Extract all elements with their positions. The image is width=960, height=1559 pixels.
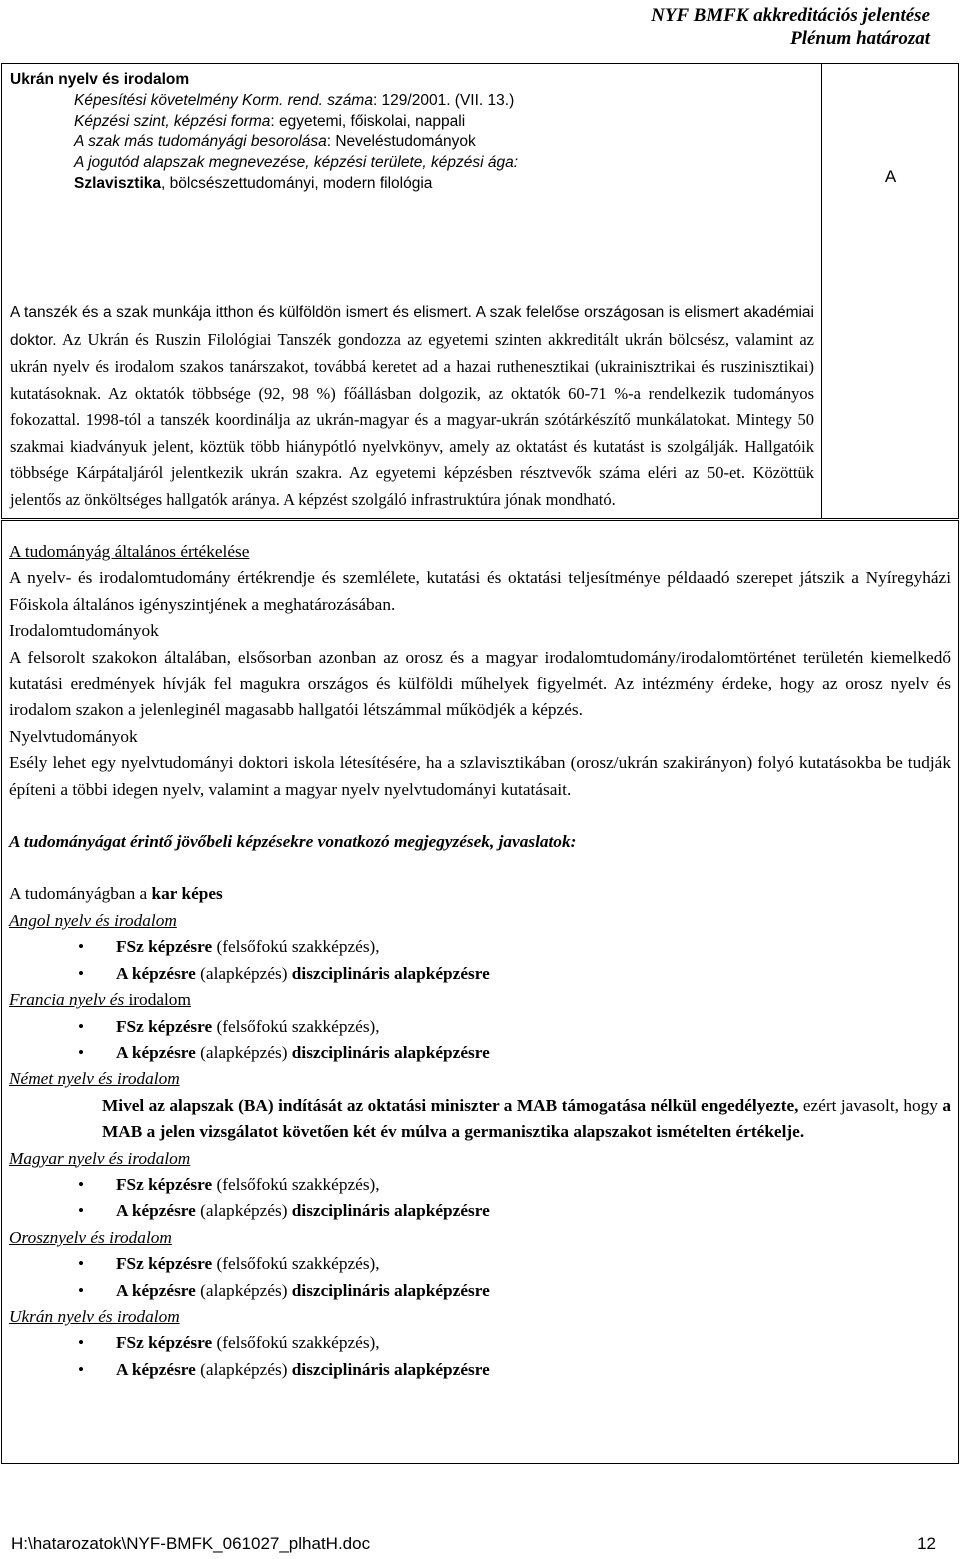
list-item: • FSz képzésre (felsőfokú szakképzés), — [78, 1016, 380, 1036]
program-name-magyar: Magyar nyelv és irodalom — [9, 1148, 191, 1168]
successor-value: Szlavisztika, bölcsészettudományi, modern filológia — [74, 174, 433, 192]
program-name-francia: Francia nyelv és irodalom — [9, 990, 191, 1010]
future-intro: A tudományágban a kar képes — [9, 884, 223, 904]
list-item: • FSz képzésre (felsőfokú szakképzés), — [78, 937, 380, 957]
classification-line: A szak más tudományági besorolása: Neveléstudományok — [74, 133, 476, 151]
ling-text: Esély lehet egy nyelvtudományi doktori iskola létesítésére, ha a szlavisztikában (orosz/ukrán szakirányon) folyó kutatásokba be tudják építeni a többi idegen nyelv, valamint a magyar nyelv nyelvtudományi kutatásait. — [9, 753, 951, 799]
evaluation-table — [1, 520, 959, 1464]
future-heading: A tudományágat érintő jövőbeli képzésekre vonatkozó megjegyzések, javaslatok: — [9, 832, 577, 852]
level-line: Képzési szint, képzési forma: egyetemi, főiskolai, nappali — [74, 112, 466, 130]
page-number: 12 — [917, 1534, 936, 1553]
program-summary: A tanszék és a szak munkája itthon és külföldön ismert és elismert. A szak felelőse országosan is elismert akadémiai doktor. Az Ukrán és Ruszin Filológiai Tanszék gondozza az egyetemi szinten akkreditált ukrán bölcsész, valamint az ukrán nyelv és irodalom szakos tanárszakot, továbbá keretet ad a hazai ruthenesztikai (ukrainisztrikai és ruszinisztikai) kutatásoknak. Az oktatók többsége (92, 98 %) főállásban dolgozik, az oktatók 60-71 %-a rendelkezik tudományos fokozattal. 1998-tól a tanszék koordinálja az ukrán-magyar és a magyar-ukrán szótárkészítő munkálatokat. Mintegy 50 szakmai kiadványuk jelent, köztük több hiánypótló nyelvkönyv, amely az oktatást és kutatást is szolgálják. Hallgatóik többsége Kárpátaljáról jelentkezik ukrán szakra. Az egyetemi képzésben résztvevők száma eléri az 50-et. Közöttük jelentős az önköltséges hallgatók aránya. A képzést szolgáló infrastruktúra jónak mondható. — [10, 304, 814, 509]
ling-heading: Nyelvtudományok — [9, 726, 138, 746]
evaluation-intro: A nyelv- és irodalomtudomány értékrendje és szemlélete, kutatási és oktatási teljesítménye példaadó szerepet játszik a Nyíregyházi Főiskola általános igényszintjének a meghatározásában. — [9, 568, 951, 614]
program-name-nemet: Német nyelv és irodalom — [9, 1069, 180, 1089]
list-item: • FSz képzésre (felsőfokú szakképzés), — [78, 1333, 380, 1353]
list-item: • FSz képzésre (felsőfokú szakképzés), — [78, 1254, 380, 1274]
list-item: • A képzésre (alapképzés) diszciplináris alapképzésre — [78, 1042, 490, 1062]
list-item: • FSz képzésre (felsőfokú szakképzés), — [78, 1174, 380, 1194]
header-subtitle: Plénum határozat — [790, 28, 930, 49]
program-name-angol: Angol nyelv és irodalom — [9, 910, 177, 930]
list-item: • A képzésre (alapképzés) diszciplináris alapképzésre — [78, 1280, 490, 1300]
header-title: NYF BMFK akkreditációs jelentése — [651, 5, 930, 26]
document-header — [651, 4, 930, 50]
german-note: Mivel az alapszak (BA) indítását az oktatási miniszter a MAB támogatása nélkül engedélyezte, ezért javasolt, hogy a MAB a jelen vizsgálatot követően két év múlva a germanisztika alapszakot ismételten értékelje. — [102, 1095, 951, 1142]
program-title: Ukrán nyelv és irodalom — [10, 71, 190, 88]
lit-text: A felsorolt szakokon általában, elsősorban azonban az orosz és a magyar irodalomtudomány/irodalomtörténet területén kiemelkedő kutatási eredmények hívják fel magukra országos és külföldi műhelyek figyelmét. Az intézmény érdeke, hogy az orosz nyelv és irodalom szakon a jelenleginél magasabb hallgatói létszámmal működjék a képzés. — [9, 647, 951, 720]
decree-line: Képesítési követelmény Korm. rend. száma: 129/2001. (VII. 13.) — [74, 91, 515, 109]
successor-line: A jogutód alapszak megnevezése, képzési területe, képzési ága: — [74, 154, 519, 172]
program-name-ukran: Ukrán nyelv és irodalom — [9, 1306, 180, 1326]
program-name-orosz: Orosznyelv és irodalom — [9, 1227, 172, 1247]
file-path: H:\hatarozatok\NYF-BMFK_061027_plhatH.doc — [11, 1534, 371, 1553]
list-item: • A képzésre (alapképzés) diszciplináris alapképzésre — [78, 1201, 490, 1221]
program-info — [10, 70, 810, 195]
program-table — [1, 63, 959, 519]
document-footer — [11, 1534, 936, 1554]
rating-cell: A — [884, 166, 897, 186]
lit-heading: Irodalomtudományok — [9, 621, 159, 641]
list-item: • A képzésre (alapképzés) diszciplináris alapképzésre — [78, 1359, 490, 1379]
list-item: • A képzésre (alapképzés) diszciplináris alapképzésre — [78, 963, 490, 983]
evaluation-heading: A tudományág általános értékelése — [9, 542, 250, 561]
